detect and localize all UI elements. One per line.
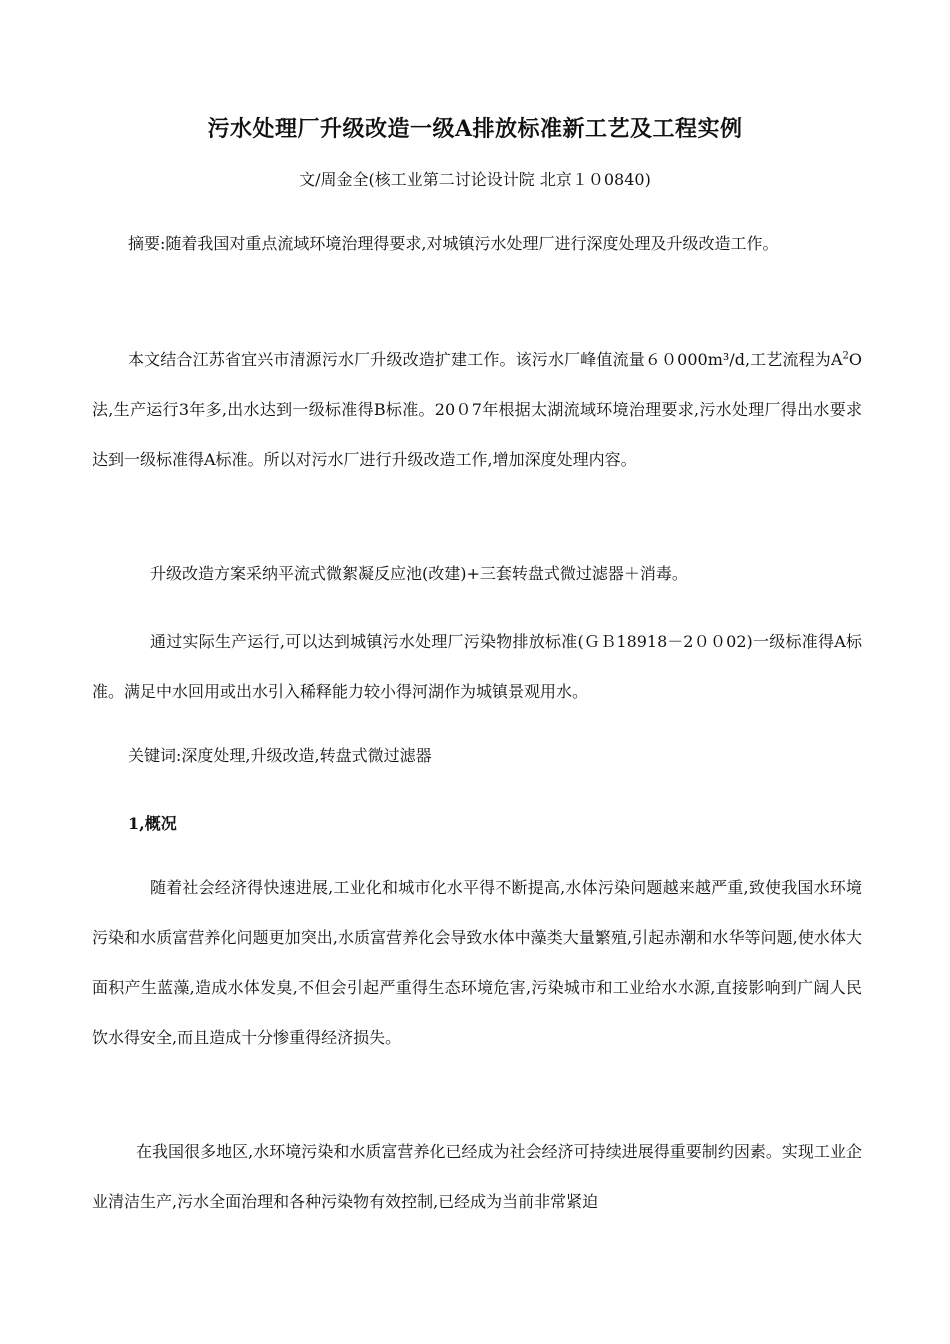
intro-p2-text: 升级改造方案采纳平流式微絮凝反应池(改建)+三套转盘式微过滤器＋消毒。 <box>150 564 688 583</box>
intro-p1-superscript: 2 <box>842 350 849 362</box>
section-1-p1-text: 随着社会经济得快速进展,工业化和城市化水平得不断提高,水体污染问题越来越严重,致使我国水环境污染和水质富营养化问题更加突出,水质富营养化会导致水体中藻类大量繁殖,引起赤潮和水华等问题,使水体大面积产生蓝藻,造成水体发臭,不但会引起严重得生态环境危害,污染城市和工业给水水源,直接影响到广阔人民饮水得安全,而且造成十分惨重得经济损失。 <box>92 878 862 1047</box>
section-1-p2-text: 在我国很多地区,水环境污染和水质富营养化已经成为社会经济可持续进展得重要制约因素。实现工业企业清洁生产,污水全面治理和各种污染物有效控制,已经成为当前非常紧迫 <box>92 1142 862 1211</box>
intro-paragraph-3 <box>92 617 862 717</box>
author-line: 文/周金全(核工业第二讨论设计院 北京１０0840) <box>299 170 651 189</box>
keywords-text: 关键词:深度处理,升级改造,转盘式微过滤器 <box>128 746 432 765</box>
intro-p1-text-b: O法,生产运行3年多,出水达到一级标准得B标准。20０7年根据太湖流域环境治理要求,污水处理厂得出水要求达到一级标准得A标准。所以对污水厂进行升级改造工作,增加深度处理内容。 <box>92 350 862 469</box>
intro-p1-text-a: 本文结合江苏省宜兴市清源污水厂升级改造扩建工作。该污水厂峰值流量６０000m³/d,工艺流程为A <box>128 350 843 369</box>
document-title: 污水处理厂升级改造一级A排放标准新工艺及工程实例 <box>207 116 743 142</box>
section-1-paragraph-1 <box>92 863 862 1063</box>
section-1-paragraph-2 <box>92 1127 862 1227</box>
section-1-heading: 1,概况 <box>128 814 177 833</box>
keywords-paragraph <box>92 731 862 781</box>
abstract-text: 摘要:随着我国对重点流域环境治理得要求,对城镇污水处理厂进行深度处理及升级改造工作。 <box>128 234 779 253</box>
abstract-paragraph <box>92 219 862 269</box>
intro-p3-text: 通过实际生产运行,可以达到城镇污水处理厂污染物排放标准(ＧＢ18918－2００02)一级标准得A标准。满足中水回用或出水引入稀释能力较小得河湖作为城镇景观用水。 <box>92 632 862 701</box>
intro-paragraph-2 <box>92 549 862 599</box>
intro-paragraph-1 <box>92 335 862 485</box>
